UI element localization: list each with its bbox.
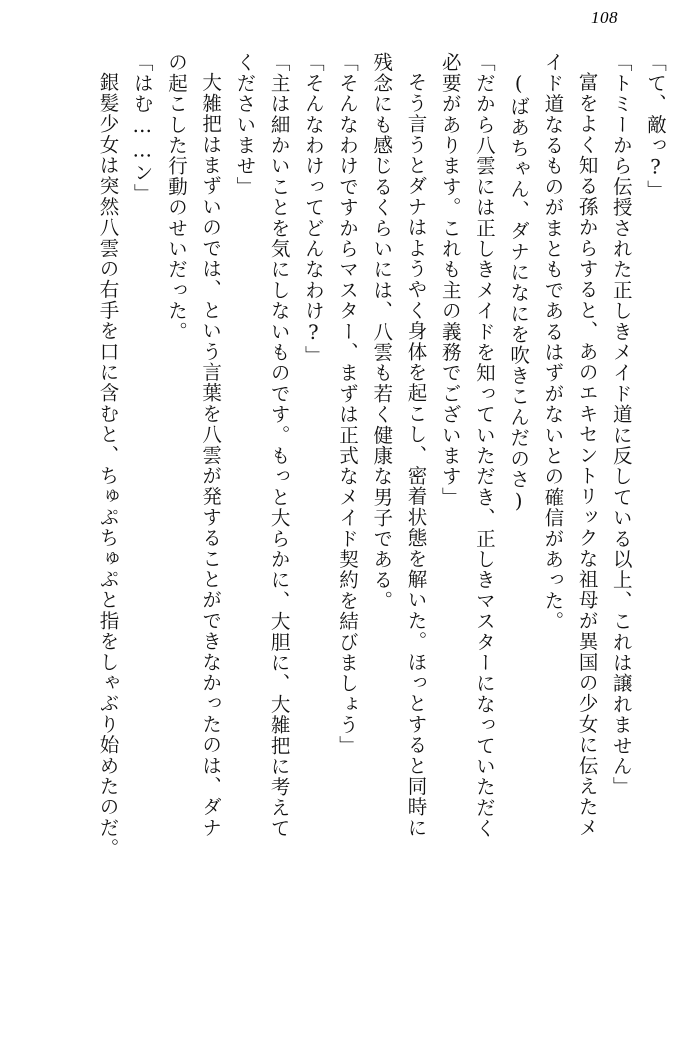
text-column: 「そんなわけですからマスター、まずは正式なメイド契約を結びましょう」 <box>336 52 360 756</box>
text-column: 必要があります。これも主の義務でございます」 <box>438 52 462 508</box>
text-column: 大雑把はまずいのでは、という言葉を八雲が発することができなかったのは、ダナ <box>199 72 223 838</box>
text-column: の起こした行動のせいだった。 <box>164 52 188 342</box>
text-column: 残念にも感じるくらいには、八雲も若く健康な男子である。 <box>370 52 394 611</box>
text-column: 「主は細かいことを気にしないものです。もっと大らかに、大胆に、大雑把に考えて <box>267 52 291 839</box>
text-column: 銀髪少女は突然八雲の右手を口に含むと、ちゅぷちゅぷと指をしゃぶり始めたのだ。 <box>96 72 120 859</box>
text-column: くださいませ」 <box>233 52 257 197</box>
text-column: 富をよく知る孫からすると、あのエキセントリックな祖母が異国の少女に伝えたメ <box>575 72 599 838</box>
text-column: (ばあちゃん、ダナになにを吹きこんだのさ) <box>507 72 531 514</box>
text-column: 「そんなわけってどんなわけ?」 <box>301 52 325 366</box>
text-column: 「だから八雲には正しきメイドを知っていただき、正しきマスターになっていただく <box>472 52 496 839</box>
text-column: イド道なるものがまともであるはずがないとの確信があった。 <box>541 52 565 632</box>
text-column: 「て、敵っ?」 <box>644 52 667 201</box>
text-column: そう言うとダナはようやく身体を起こし、密着状態を解いた。ほっとすると同時に <box>404 72 428 838</box>
vertical-text-body <box>18 52 672 1042</box>
text-column: 「はむ……ン」 <box>130 52 154 204</box>
text-column: 「トミーから伝授された正しきメイド道に反している以上、これは譲れません」 <box>609 52 633 798</box>
page-number: 108 <box>591 8 618 27</box>
